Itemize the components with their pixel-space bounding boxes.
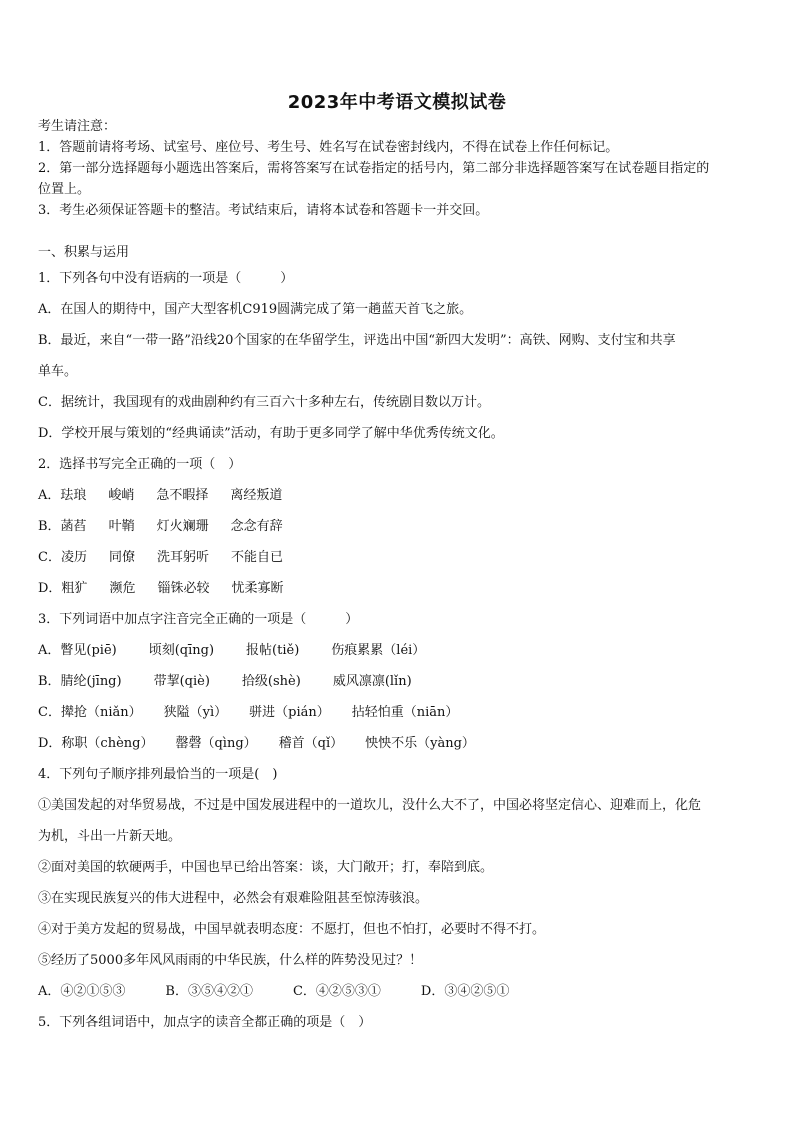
q3-b-4: 威风凛凛(lǐn) [332,674,412,689]
q2-option-a [38,487,760,505]
q3-b-2: 带挈(qiè) [153,674,210,689]
q2-b-4: 念念有辞 [230,519,283,534]
q3-c-2: 狭隘（yì） [163,705,228,720]
q3-d-4: 怏怏不乐（yàng） [365,736,475,751]
q1-option-b: B．最近，来自“一带一路”沿线20个国家的在华留学生，评选出中国“新四大发明”：高铁、网购、支付宝和共享 [38,333,676,348]
q2-a-2: 峻峭 [108,488,135,503]
page-title: 2023年中考语文模拟试卷 [287,92,507,113]
q1-option-b-cont: 单车。 [38,364,78,379]
q3-b-3: 拾级(shè) [241,674,301,689]
q3-option-a [38,642,760,660]
notice-item-2: 2．第一部分选择题每小题选出答案后，需将答案写在试卷指定的括号内，第二部分非选择题答案写在试卷题目指定的 [38,161,710,176]
notice-heading: 考生请注意： [38,119,117,134]
q2-a-3: 急不暇择 [156,488,209,503]
q4-sentence-3: ③在实现民族复兴的伟大进程中，必然会有艰难险阻甚至惊涛骇浪。 [38,891,429,906]
notice-item-2-cont: 位置上。 [38,182,91,197]
q3-b-1: B．腈纶(jīng) [38,674,122,689]
q4-sentence-5: ⑤经历了5000多年风风雨雨的中华民族，什么样的阵势没见过？！ [38,953,423,968]
q2-c-3: 洗耳躬听 [156,550,209,565]
q1-option-a: A．在国人的期待中，国产大型客机C919圆满完成了第一趟蓝天首飞之旅。 [38,302,473,317]
q2-a-1: A．珐琅 [38,488,87,503]
q2-b-3: 灯火斓珊 [156,519,209,534]
notice-item-3: 3．考生必须保证答题卡的整洁。考试结束后，请将本试卷和答题卡一并交回。 [38,203,489,218]
q4-sentence-2: ②面对美国的软硬两手，中国也早已给出答案：谈，大门敞开；打，奉陪到底。 [38,860,494,875]
q2-option-d [38,580,760,598]
q3-a-3: 报帖(tiě) [246,643,300,658]
q3-stem: 3．下列词语中加点字注音完全正确的一项是（ ） [38,612,359,627]
q3-a-2: 顷刻(qīng) [148,643,215,658]
q3-d-1: D．称职（chèng） [38,736,154,751]
q3-d-3: 稽首（qǐ） [278,736,344,751]
q3-c-1: C．撵抢（niǎn） [38,705,142,720]
q3-a-1: A．瞥见(piē) [38,643,117,658]
q3-c-3: 骈进（pián） [249,705,330,720]
q2-d-1: D．粗犷 [38,581,88,596]
q1-option-d: D．学校开展与策划的“经典诵读”活动，有助于更多同学了解中华优秀传统文化。 [38,426,504,441]
q4-option-d: D．③④②⑤① [420,984,510,999]
q3-option-b [38,673,760,691]
q3-option-c [38,704,760,722]
q2-d-2: 濒危 [109,581,136,596]
q2-c-1: C．凌历 [38,550,87,565]
q3-c-4: 拈轻怕重（niān） [351,705,459,720]
q1-stem: 1．下列各句中没有语病的一项是（ ） [38,271,294,286]
q4-stem: 4．下列句子顺序排列最恰当的一项是( ) [38,767,278,782]
q4-option-a: A．④②①⑤③ [38,984,126,999]
q2-option-c [38,549,760,567]
q4-option-c: C．④②⑤③① [292,984,381,999]
q2-a-4: 离经叛道 [230,488,283,503]
q1-option-c: C．据统计，我国现有的戏曲剧种约有三百六十多种左右，传统剧目数以万计。 [38,395,490,410]
section-heading: 一、积累与运用 [38,245,130,260]
q2-stem: 2．选择书写完全正确的一项（ ） [38,457,242,472]
q5-stem: 5．下列各组词语中，加点字的读音全都正确的项是（ ） [38,1015,372,1030]
q4-sentence-1: ①美国发起的对华贸易战，不过是中国发展进程中的一道坎儿，没什么大不了，中国必将坚定信心、迎难而上，化危 [38,798,702,813]
q3-d-2: 罄磬（qìng） [175,736,257,751]
q4-option-b: B．③⑤④②① [165,984,253,999]
q2-b-1: B．菡萏 [38,519,87,534]
q4-sentence-1-cont: 为机，斗出一片新天地。 [38,829,182,844]
q2-b-2: 叶鞘 [108,519,135,534]
q2-option-b [38,518,760,536]
q4-sentence-4: ④对于美方发起的贸易战，中国早就表明态度：不愿打，但也不怕打，必要时不得不打。 [38,922,546,937]
q2-d-3: 锱铢必较 [157,581,210,596]
notice-item-1: 1．答题前请将考场、试室号、座位号、考生号、姓名写在试卷密封线内，不得在试卷上作任何标记。 [38,140,619,155]
q2-c-4: 不能自已 [230,550,283,565]
q3-a-4: 伤痕累累（léi） [331,643,426,658]
q4-options [38,983,760,1001]
q2-c-2: 同僚 [108,550,135,565]
q3-option-d [38,735,760,753]
q2-d-4: 忧柔寡断 [231,581,284,596]
